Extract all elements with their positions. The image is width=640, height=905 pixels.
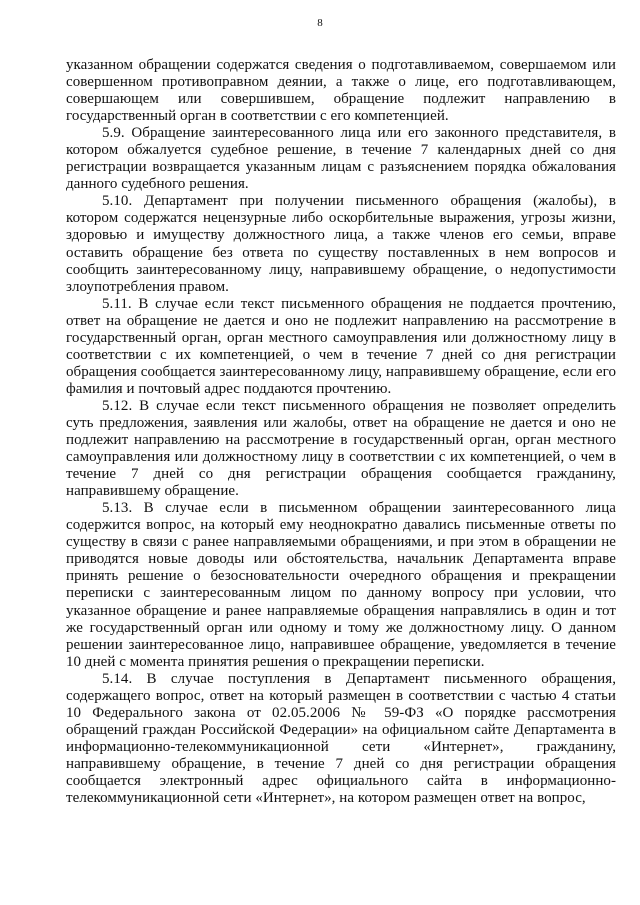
paragraph-5-13: 5.13. В случае если в письменном обращении заинтересованного лица содержится вопрос, на который ему неоднократно давались письменные ответы по существу в связи с ранее направляемыми обращениями, и при этом в обращении не приводятся новые доводы или обстоятельства, начальник Департамента вправе принять решение о безосновательности очередного обращения и прекращении переписки с заинтересованным лицом по данному вопросу при условии, что указанное обращение и ранее направляемые обращения направлялись в один и тот же государственный орган или одному и тому же должностному лицу. О данном решении заинтересованное лицо, направившее обращение, уведомляется в течение 10 дней с момента принятия решения о прекращении переписки.	[66, 500, 616, 670]
document-body	[66, 57, 616, 807]
paragraph-5-12: 5.12. В случае если текст письменного обращения не позволяет определить суть предложения, заявления или жалобы, ответ на обращение не дается и оно не подлежит направлению на рассмотрение в государственный орган, орган местного самоуправления или должностному лицу в соответствии с их компетенцией, о чем в течение 7 дней со дня регистрации обращения сообщается гражданину, направившему обращение.	[66, 397, 616, 500]
paragraph-5-11: 5.11. В случае если текст письменного обращения не поддается прочтению, ответ на обращение не дается и оно не подлежит направлению на рассмотрение в государственный орган, орган местного самоуправления или должностному лицу в соответствии с их компетенцией, о чем в течение 7 дней со дня регистрации обращения сообщается заинтересованному лицу, направившему обращение, если его фамилия и почтовый адрес поддаются прочтению.	[66, 295, 616, 397]
paragraph-5-10: 5.10. Департамент при получении письменного обращения (жалобы), в котором содержатся нецензурные либо оскорбительные выражения, угрозы жизни, здоровью и имуществу должностного лица, а также членов его семьи, вправе оставить обращение без ответа по существу поставленных в нем вопросов и сообщить заинтересованному лицу, направившему обращение, о недопустимости злоупотребления правом.	[66, 193, 616, 295]
paragraph-continuation: указанном обращении содержатся сведения о подготавливаемом, совершаемом или совершенном противоправном деянии, а также о лице, его подготавливающем, совершающем или совершившем, обращение подлежит направлению в государственный орган в соответствии с его компетенцией.	[66, 57, 616, 125]
paragraph-5-9: 5.9. Обращение заинтересованного лица или его законного представителя, в котором обжалуется судебное решение, в течение 7 календарных дней со дня регистрации возвращается указанным лицам с разъяснением порядка обжалования данного судебного решения.	[66, 125, 616, 193]
page-number: 8	[317, 17, 323, 29]
paragraph-5-14: 5.14. В случае поступления в Департамент письменного обращения, содержащего вопрос, ответ на который размещен в соответствии с частью 4 статьи 10 Федерального закона от 02.05.2006 № 59-ФЗ «О порядке рассмотрения обращений граждан Российской Федерации» на официальном сайте Департамента в информационно-телекоммуникационной сети «Интернет», гражданину, направившему обращение, в течение 7 дней со дня регистрации обращения сообщается электронный адрес официального сайта в информационно-телекоммуникационной сети «Интернет», на котором размещен ответ на вопрос,	[66, 670, 616, 807]
